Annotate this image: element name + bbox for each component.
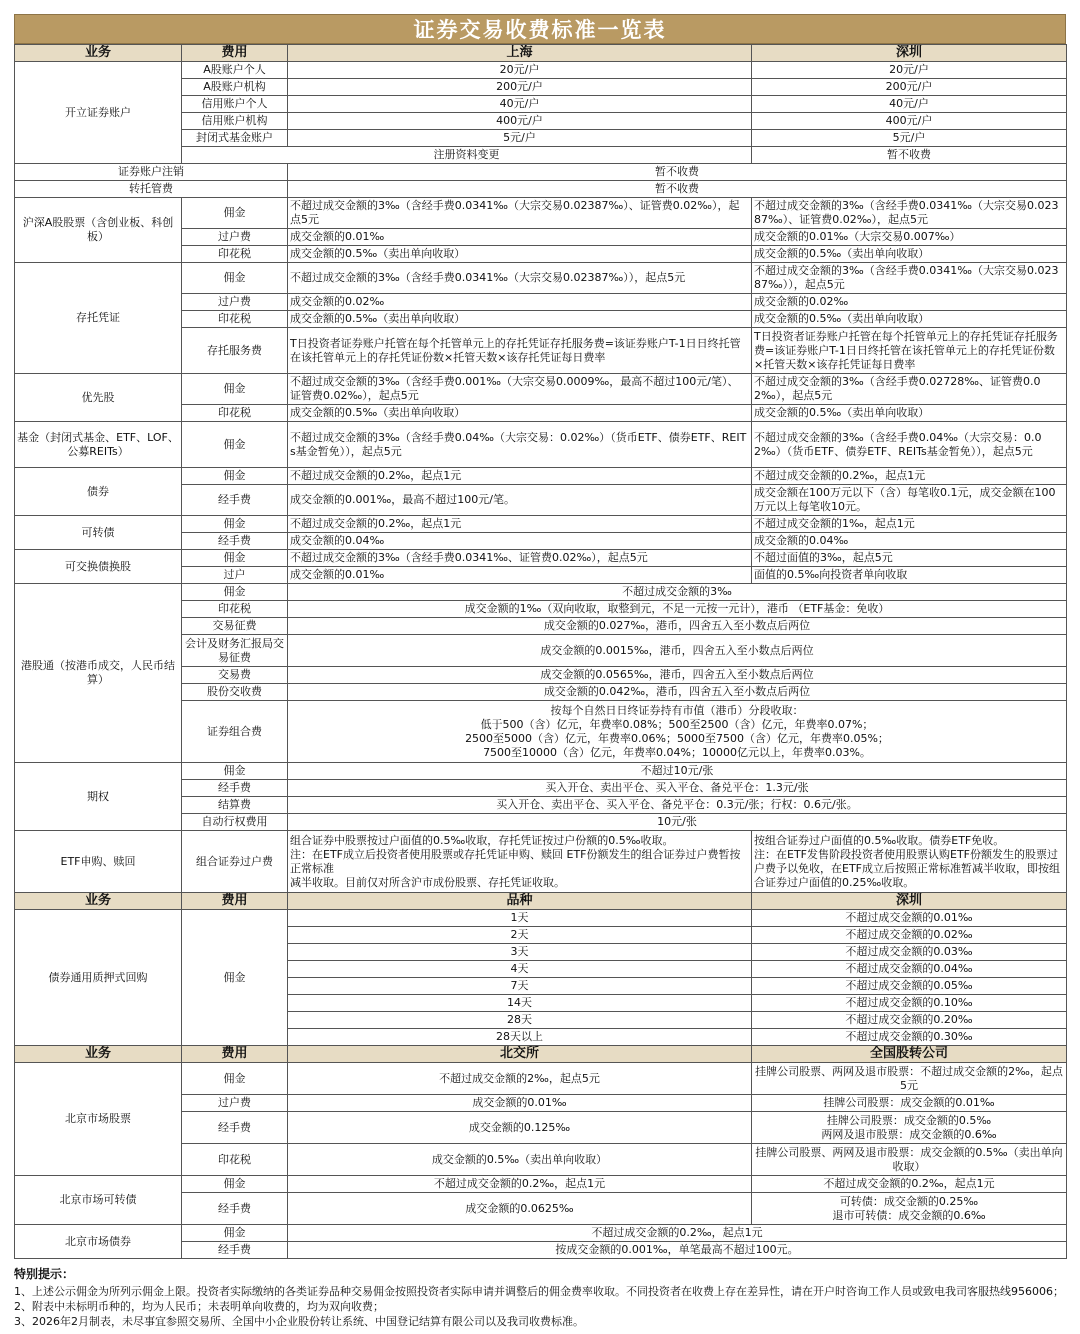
table-cell: 20元/户 <box>288 62 752 79</box>
table-cell: 经手费 <box>182 780 288 797</box>
table-row <box>15 468 1067 485</box>
table-cell: ETF申购、赎回 <box>15 831 182 893</box>
table-cell: 不超过成交金额的3‰（含经手费0.0341‰（大宗交易0.02387‰）），起点5元 <box>752 263 1067 294</box>
table-cell: 佣金 <box>182 263 288 294</box>
table-cell: 成交金额的0.04‰ <box>752 533 1067 550</box>
header-cell: 北交所 <box>288 1046 752 1063</box>
table-cell: 成交金额的0.01‰ <box>288 229 752 246</box>
table-cell: 证券账户注销 <box>15 164 288 181</box>
fee-table <box>14 44 1067 1259</box>
table-cell: 佣金 <box>182 584 288 601</box>
table-cell: 挂牌公司股票：成交金额的0.5‰ 两网及退市股票：成交金额的0.6‰ <box>752 1112 1067 1144</box>
table-cell: 成交金额的0.0565‰，港币，四舍五入至小数点后两位 <box>288 667 1067 684</box>
table-header-row <box>15 893 1067 910</box>
table-row <box>15 1176 1067 1193</box>
table-cell: 5元/户 <box>752 130 1067 147</box>
table-cell: 印花税 <box>182 405 288 422</box>
table-cell: 不超过成交金额的0.2‰，起点1元 <box>288 516 752 533</box>
table-cell: 成交金额的0.042‰，港币，四舍五入至小数点后两位 <box>288 684 1067 701</box>
table-cell: 佣金 <box>182 550 288 567</box>
table-cell: 7天 <box>288 978 752 995</box>
table-cell: 成交金额的0.5‰（卖出单向收取） <box>752 311 1067 328</box>
table-row <box>15 164 1067 181</box>
table-cell: 成交金额的0.01‰ <box>288 1095 752 1112</box>
table-cell: 优先股 <box>15 374 182 422</box>
table-cell: 佣金 <box>182 1063 288 1095</box>
table-cell: 5元/户 <box>288 130 752 147</box>
table-cell: 不超过成交金额的0.2‰，起点1元 <box>752 1176 1067 1193</box>
table-cell: 佣金 <box>182 516 288 533</box>
note-item: 2、附表中未标明币种的，均为人民币；未表明单向收费的，均为双向收费； <box>14 1300 384 1313</box>
header-cell: 业务 <box>15 45 182 62</box>
table-cell: 不超过成交金额的3‰（含经手费0.0341‰（大宗交易0.02387‰）），起点5元 <box>288 263 752 294</box>
table-cell: 不超过成交金额的3‰（含经手费0.04‰（大宗交易：0.02‰）（货币ETF、债券ETF、REITs基金暂免）），起点5元 <box>288 422 752 468</box>
table-cell: 不超过成交金额的0.02‰ <box>752 927 1067 944</box>
table-cell: 佣金 <box>182 422 288 468</box>
table-cell: 北京市场可转债 <box>15 1176 182 1225</box>
table-cell: 挂牌公司股票、两网及退市股票：不超过成交金额的2‰，起点5元 <box>752 1063 1067 1095</box>
table-cell: 不超过成交金额的3‰（含经手费0.0341‰、证管费0.02‰），起点5元 <box>288 550 752 567</box>
table-cell: 28天 <box>288 1012 752 1029</box>
table-cell: 成交金额在100万元以下（含）每笔收0.1元，成交金额在100万元以上每笔收10元。 <box>752 485 1067 516</box>
table-cell: 不超过成交金额的3‰（含经手费0.02728‰、证管费0.02‰），起点5元 <box>752 374 1067 405</box>
table-cell: 40元/户 <box>752 96 1067 113</box>
table-cell: 证券组合费 <box>182 701 288 763</box>
table-cell: 成交金额的0.0625‰ <box>288 1193 752 1225</box>
table-cell: 成交金额的0.027‰，港币，四舍五入至小数点后两位 <box>288 618 1067 635</box>
table-cell: 成交金额的0.02‰ <box>288 294 752 311</box>
table-cell: 暂不收费 <box>288 164 1067 181</box>
table-cell: 经手费 <box>182 1112 288 1144</box>
table-row <box>15 831 1067 893</box>
note-item: 3、2026年2月制表，未尽事宜参照交易所、全国中小企业股份转让系统、中国登记结算有限公司以及我司收费标准。 <box>14 1315 584 1328</box>
table-cell: 印花税 <box>182 601 288 618</box>
table-cell: 可转债：成交金额的0.25‰ 退市可转债：成交金额的0.6‰ <box>752 1193 1067 1225</box>
table-cell: 买入开仓、卖出平仓、买入平仓、备兑平仓：1.3元/张 <box>288 780 1067 797</box>
table-cell: 不超过面值的3‰，起点5元 <box>752 550 1067 567</box>
table-cell: 信用账户个人 <box>182 96 288 113</box>
table-cell: A股账户机构 <box>182 79 288 96</box>
table-cell: 不超过10元/张 <box>288 763 1067 780</box>
table-cell: 过户费 <box>182 294 288 311</box>
table-cell: 佣金 <box>182 198 288 229</box>
table-row <box>15 62 1067 79</box>
table-cell: 暂不收费 <box>288 181 1067 198</box>
table-row <box>15 198 1067 229</box>
table-cell: 不超过成交金额的0.30‰ <box>752 1029 1067 1046</box>
table-cell: 不超过成交金额的3‰（含经手费0.0341‰（大宗交易0.02387‰）、证管费0.02‰），起点5元 <box>288 198 752 229</box>
header-cell: 费用 <box>182 45 288 62</box>
table-cell: 组合证券中股票按过户面值的0.5‰收取，存托凭证按过户份额的0.5‰收取。 注：在ETF成立后投资者使用股票或存托凭证申购、赎回 ETF份额发生的组合证券过户费暂按正常标准 减半收取。目前仅对所含沪市成份股票、存托凭证收取。 <box>288 831 752 893</box>
table-cell: 佣金 <box>182 1176 288 1193</box>
table-cell: 不超过成交金额的3‰（含经手费0.001‰（大宗交易0.0009‰，最高不超过100元/笔）、证管费0.02‰），起点5元 <box>288 374 752 405</box>
table-cell: 佣金 <box>182 910 288 1046</box>
table-cell: 佣金 <box>182 374 288 405</box>
table-cell: 股份交收费 <box>182 684 288 701</box>
table-cell: 14天 <box>288 995 752 1012</box>
table-cell: 不超过成交金额的0.05‰ <box>752 978 1067 995</box>
table-cell: A股账户个人 <box>182 62 288 79</box>
table-cell: 会计及财务汇报局交易征费 <box>182 635 288 667</box>
table-cell: 成交金额的0.0015‰，港币，四舍五入至小数点后两位 <box>288 635 1067 667</box>
table-row <box>15 910 1067 927</box>
table-cell: 过户费 <box>182 1095 288 1112</box>
table-row <box>15 550 1067 567</box>
table-cell: 债券 <box>15 468 182 516</box>
table-cell: 200元/户 <box>288 79 752 96</box>
table-cell: 挂牌公司股票、两网及退市股票：成交金额的0.5‰（卖出单向收取） <box>752 1144 1067 1176</box>
table-cell: 沪深A股股票（含创业板、科创板） <box>15 198 182 263</box>
header-cell: 全国股转公司 <box>752 1046 1067 1063</box>
table-cell: 可转债 <box>15 516 182 550</box>
table-cell: 经手费 <box>182 533 288 550</box>
table-row <box>15 584 1067 601</box>
table-cell: 组合证券过户费 <box>182 831 288 893</box>
table-cell: 不超过成交金额的3‰（含经手费0.0341‰（大宗交易0.02387‰）、证管费0.02‰），起点5元 <box>752 198 1067 229</box>
table-cell: 2天 <box>288 927 752 944</box>
table-cell: 暂不收费 <box>752 147 1067 164</box>
table-cell: 成交金额的0.5‰（卖出单向收取） <box>752 246 1067 263</box>
table-cell: 不超过成交金额的3‰（含经手费0.04‰（大宗交易：0.02‰）（货币ETF、债券ETF、REITs基金暂免）），起点5元 <box>752 422 1067 468</box>
header-cell: 业务 <box>15 893 182 910</box>
table-cell: 交易费 <box>182 667 288 684</box>
table-cell: 佣金 <box>182 763 288 780</box>
table-cell: 不超过成交金额的0.04‰ <box>752 961 1067 978</box>
table-cell: 不超过成交金额的2‰，起点5元 <box>288 1063 752 1095</box>
table-cell: T日投资者证券账户托管在每个托管单元上的存托凭证存托服务费=该证券账户T-1日日终托管在该托管单元上的存托凭证份数×托管天数×该存托凭证每日费率 <box>752 328 1067 374</box>
table-cell: 佣金 <box>182 1225 288 1242</box>
table-header-row <box>15 1046 1067 1063</box>
table-cell: 20元/户 <box>752 62 1067 79</box>
table-cell: 成交金额的0.5‰（卖出单向收取） <box>288 311 752 328</box>
table-cell: 成交金额的0.5‰（卖出单向收取） <box>752 405 1067 422</box>
table-cell: 过户 <box>182 567 288 584</box>
table-cell: 印花税 <box>182 246 288 263</box>
table-cell: 转托管费 <box>15 181 288 198</box>
table-cell: 4天 <box>288 961 752 978</box>
table-cell: 经手费 <box>182 1242 288 1259</box>
table-cell: 信用账户机构 <box>182 113 288 130</box>
table-cell: 不超过成交金额的0.03‰ <box>752 944 1067 961</box>
table-cell: 1天 <box>288 910 752 927</box>
fee-sheet <box>14 14 1066 1329</box>
table-cell: 印花税 <box>182 311 288 328</box>
table-cell: 自动行权费用 <box>182 814 288 831</box>
table-cell: 不超过成交金额的0.2‰，起点1元 <box>752 468 1067 485</box>
header-cell: 费用 <box>182 893 288 910</box>
table-row <box>15 1063 1067 1095</box>
table-cell: 按组合证券过户面值的0.5‰收取。债券ETF免收。 注：在ETF发售阶段投资者使用股票认购ETF份额发生的股票过户费予以免收，在ETF成立后按照正常标准暂减半收取，即按组合证券过户面值的0.25‰收取。 <box>752 831 1067 893</box>
table-cell: 注册资料变更 <box>182 147 752 164</box>
table-cell: 不超过成交金额的1‰，起点1元 <box>752 516 1067 533</box>
header-cell: 费用 <box>182 1046 288 1063</box>
header-cell: 品种 <box>288 893 752 910</box>
note-item: 1、上述公示佣金为所列示佣金上限。投资者实际缴纳的各类证券品种交易佣金按照投资者实际申请并调整后的佣金费率收取。不同投资者在收费上存在差异性，请在开户时咨询工作人员或致电我司客服热线956006； <box>14 1285 1064 1298</box>
table-cell: T日投资者证券账户托管在每个托管单元上的存托凭证存托服务费=该证券账户T-1日日终托管在该托管单元上的存托凭证份数×托管天数×该存托凭证每日费率 <box>288 328 752 374</box>
table-cell: 开立证券账户 <box>15 62 182 164</box>
table-cell: 过户费 <box>182 229 288 246</box>
table-cell: 基金（封闭式基金、ETF、LOF、公募REITs） <box>15 422 182 468</box>
table-cell: 封闭式基金账户 <box>182 130 288 147</box>
table-header-row <box>15 45 1067 62</box>
table-cell: 40元/户 <box>288 96 752 113</box>
table-cell: 成交金额的0.5‰（卖出单向收取） <box>288 246 752 263</box>
table-cell: 不超过成交金额的0.2‰，起点1元 <box>288 468 752 485</box>
table-cell: 交易征费 <box>182 618 288 635</box>
table-cell: 北京市场股票 <box>15 1063 182 1176</box>
table-cell: 挂牌公司股票：成交金额的0.01‰ <box>752 1095 1067 1112</box>
table-cell: 成交金额的0.01‰ <box>288 567 752 584</box>
table-row <box>15 422 1067 468</box>
table-cell: 期权 <box>15 763 182 831</box>
table-cell: 按每个自然日日终证券持有市值（港币）分段收取： 低于500（含）亿元，年费率0.08%；500至2500（含）亿元，年费率0.07%； 2500至5000（含）亿元，年费率0.06%；5000至7500（含）亿元，年费率0.05%； 7500至10000（含）亿元，年费率0.04%；10000亿元以上，年费率0.03%。 <box>288 701 1067 763</box>
table-cell: 结算费 <box>182 797 288 814</box>
table-cell: 不超过成交金额的0.2‰，起点1元 <box>288 1225 1067 1242</box>
page-title: 证券交易收费标准一览表 <box>14 14 1066 44</box>
table-cell: 面值的0.5‰向投资者单向收取 <box>752 567 1067 584</box>
notes-section <box>14 1267 1066 1329</box>
header-cell: 业务 <box>15 1046 182 1063</box>
table-cell: 不超过成交金额的0.01‰ <box>752 910 1067 927</box>
table-cell: 可交换债换股 <box>15 550 182 584</box>
table-row <box>15 374 1067 405</box>
table-cell: 200元/户 <box>752 79 1067 96</box>
table-row <box>15 263 1067 294</box>
table-cell: 成交金额的0.04‰ <box>288 533 752 550</box>
table-cell: 存托凭证 <box>15 263 182 374</box>
table-cell: 10元/张 <box>288 814 1067 831</box>
table-cell: 3天 <box>288 944 752 961</box>
table-row <box>15 181 1067 198</box>
table-cell: 经手费 <box>182 1193 288 1225</box>
table-cell: 不超过成交金额的0.20‰ <box>752 1012 1067 1029</box>
table-cell: 存托服务费 <box>182 328 288 374</box>
notes-title: 特别提示： <box>14 1267 75 1281</box>
table-cell: 成交金额的0.02‰ <box>752 294 1067 311</box>
table-cell: 不超过成交金额的0.10‰ <box>752 995 1067 1012</box>
table-cell: 成交金额的1‰（双向收取，取整到元，不足一元按一元计），港币 （ETF基金：免收） <box>288 601 1067 618</box>
table-cell: 成交金额的0.125‰ <box>288 1112 752 1144</box>
table-cell: 债券通用质押式回购 <box>15 910 182 1046</box>
table-cell: 佣金 <box>182 468 288 485</box>
table-row <box>15 763 1067 780</box>
table-cell: 港股通（按港币成交，人民币结算） <box>15 584 182 763</box>
table-cell: 成交金额的0.001‰，最高不超过100元/笔。 <box>288 485 752 516</box>
table-cell: 28天以上 <box>288 1029 752 1046</box>
table-cell: 印花税 <box>182 1144 288 1176</box>
table-cell: 不超过成交金额的0.2‰，起点1元 <box>288 1176 752 1193</box>
header-cell: 深圳 <box>752 45 1067 62</box>
table-cell: 北京市场债券 <box>15 1225 182 1259</box>
table-cell: 400元/户 <box>288 113 752 130</box>
table-cell: 400元/户 <box>752 113 1067 130</box>
table-cell: 经手费 <box>182 485 288 516</box>
table-row <box>15 516 1067 533</box>
table-cell: 成交金额的0.01‰（大宗交易0.007‰） <box>752 229 1067 246</box>
header-cell: 深圳 <box>752 893 1067 910</box>
table-cell: 成交金额的0.5‰（卖出单向收取） <box>288 405 752 422</box>
table-cell: 按成交金额的0.001‰，单笔最高不超过100元。 <box>288 1242 1067 1259</box>
table-row <box>15 1225 1067 1242</box>
table-cell: 不超过成交金额的3‰ <box>288 584 1067 601</box>
header-cell: 上海 <box>288 45 752 62</box>
table-cell: 成交金额的0.5‰（卖出单向收取） <box>288 1144 752 1176</box>
table-cell: 买入开仓、卖出平仓、买入平仓、备兑平仓：0.3元/张；行权：0.6元/张。 <box>288 797 1067 814</box>
